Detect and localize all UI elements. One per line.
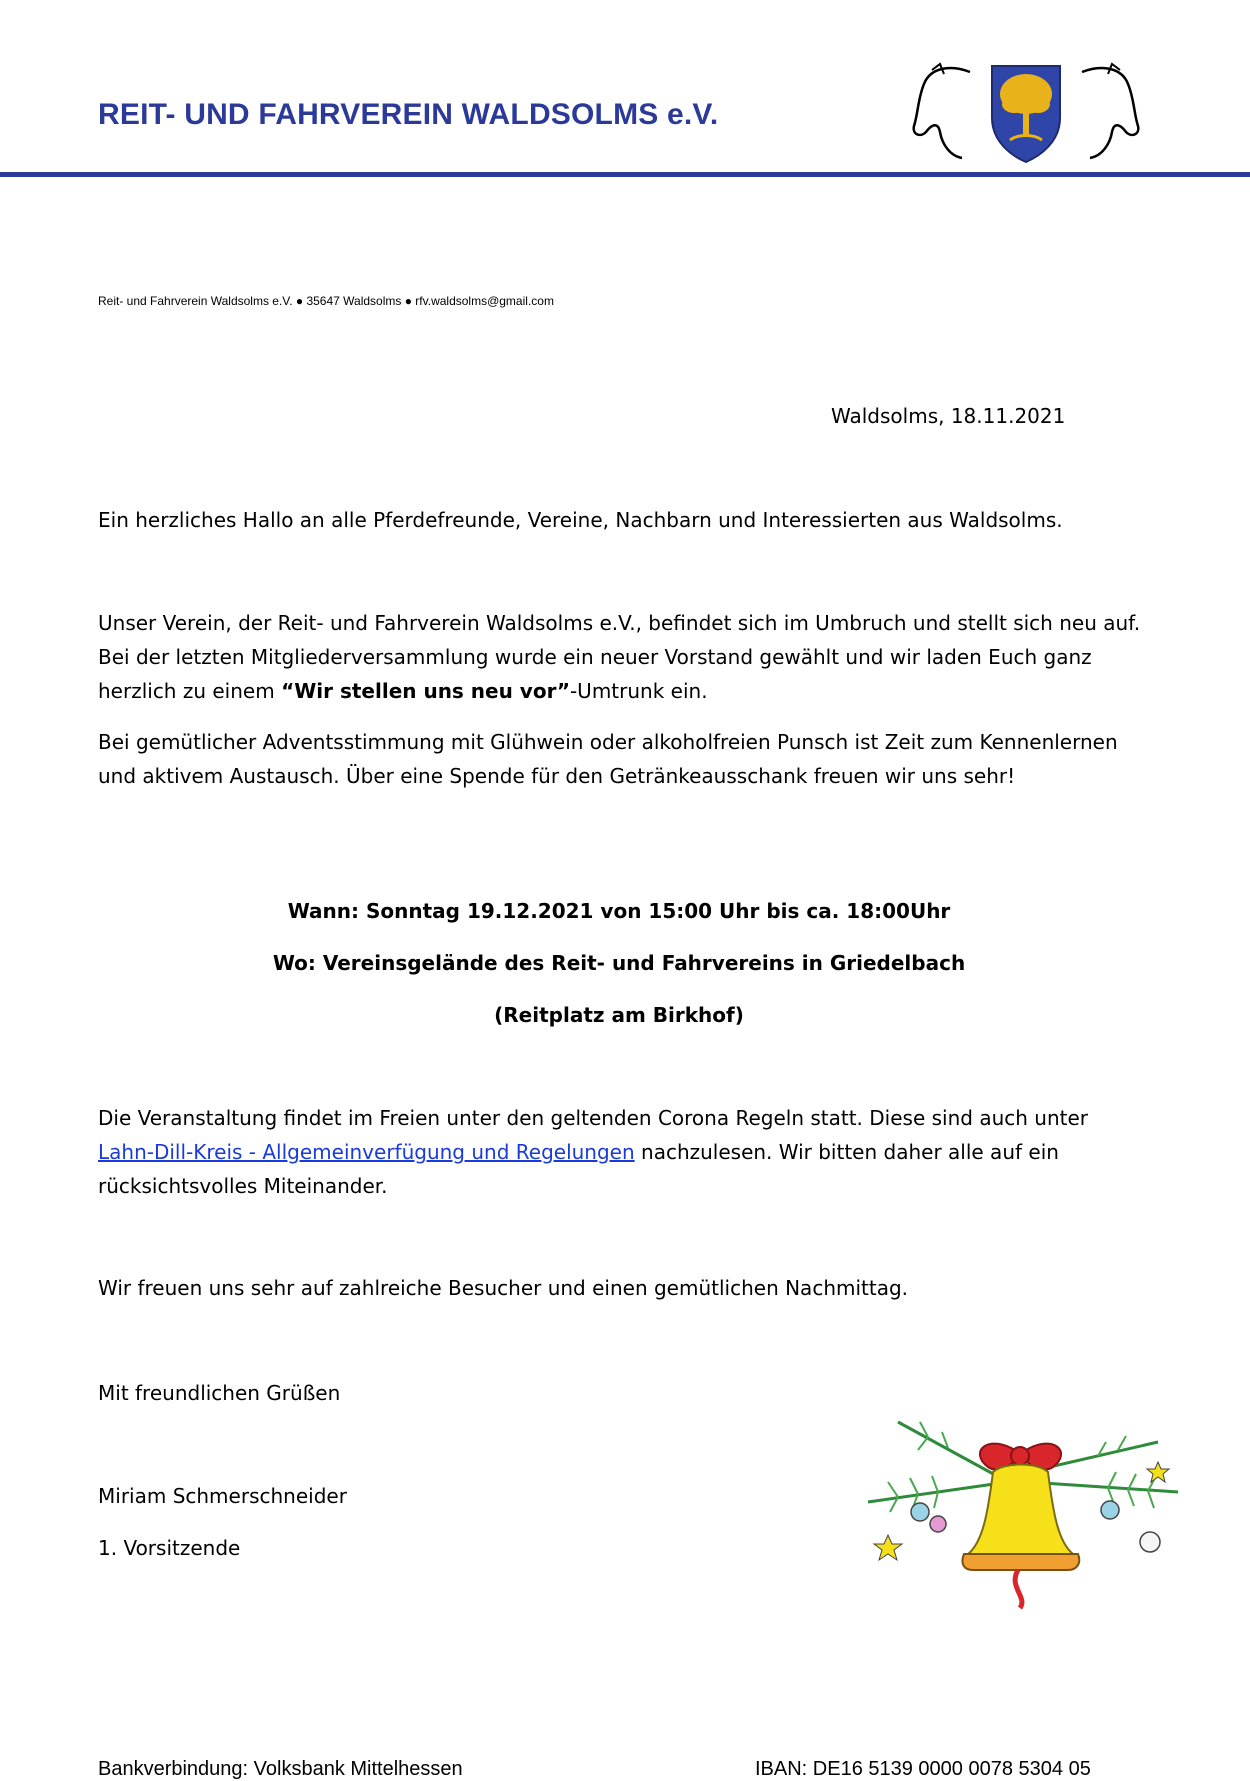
intro-text: Unser Verein, der Reit- und Fahrverein Waldsolms e.V., befindet sich im Umbruch und stellt sich neu auf. Bei der letzten Mitgliederversammlung wurde ein neuer Vorstand gewählt und wir laden Euch ganz herzlich zu einem xyxy=(98,611,1141,703)
letter-date: Waldsolms, 18.11.2021 xyxy=(831,404,1066,428)
intro-text-end: -Umtrunk ein. xyxy=(569,679,708,703)
corona-paragraph xyxy=(98,1101,1148,1203)
atmosphere-paragraph: Bei gemütlicher Adventsstimmung mit Glühwein oder alkoholfreien Punsch ist Zeit zum Kennenlernen und aktivem Austausch. Über eine Spende für den Getränkeausschank freuen wir uns sehr! xyxy=(98,730,1118,788)
intro-paragraph xyxy=(98,606,1148,708)
event-when: Wann: Sonntag 19.12.2021 von 15:00 Uhr bis ca. 18:00Uhr xyxy=(287,899,951,923)
regards-text: Mit freundlichen Grüßen xyxy=(98,1381,341,1405)
club-logo xyxy=(910,62,1142,164)
horse-head-left-icon xyxy=(914,68,970,158)
closing-paragraph: Wir freuen uns sehr auf zahlreiche Besucher und einen gemütlichen Nachmittag. xyxy=(98,1276,909,1300)
sender-address-line: Reit- und Fahrverein Waldsolms e.V. ● 35647 Waldsolms ● rfv.waldsolms@gmail.com xyxy=(98,294,554,308)
christmas-bell-icon xyxy=(858,1392,1188,1612)
header-divider xyxy=(0,172,1250,177)
event-where: Wo: Vereinsgelände des Reit- und Fahrvereins in Griedelbach xyxy=(272,951,966,975)
greeting-paragraph: Ein herzliches Hallo an alle Pferdefreunde, Vereine, Nachbarn und Interessierten aus Waldsolms. xyxy=(98,508,1063,532)
footer-iban: IBAN: DE16 5139 0000 0078 5304 05 xyxy=(755,1758,1091,1780)
corona-text: Die Veranstaltung findet im Freien unter den geltenden Corona Regeln statt. Diese sind auch unter xyxy=(98,1106,1088,1130)
corona-text-end: nachzulesen. Wir bitten daher alle auf ein rücksichtsvolles Miteinander. xyxy=(98,1140,1059,1198)
signer-role: 1. Vorsitzende xyxy=(98,1536,241,1560)
intro-highlight: “Wir stellen uns neu vor” xyxy=(281,679,570,703)
event-place: (Reitplatz am Birkhof) xyxy=(494,1003,744,1027)
signer-name: Miriam Schmerschneider xyxy=(98,1484,347,1508)
horse-head-right-icon xyxy=(1082,68,1138,158)
organization-title: REIT- UND FAHRVEREIN WALDSOLMS e.V. xyxy=(98,98,719,131)
corona-rules-link[interactable]: Lahn-Dill-Kreis - Allgemeinverfügung und Regelungen xyxy=(98,1140,635,1164)
footer-bank: Bankverbindung: Volksbank Mittelhessen xyxy=(98,1758,463,1780)
